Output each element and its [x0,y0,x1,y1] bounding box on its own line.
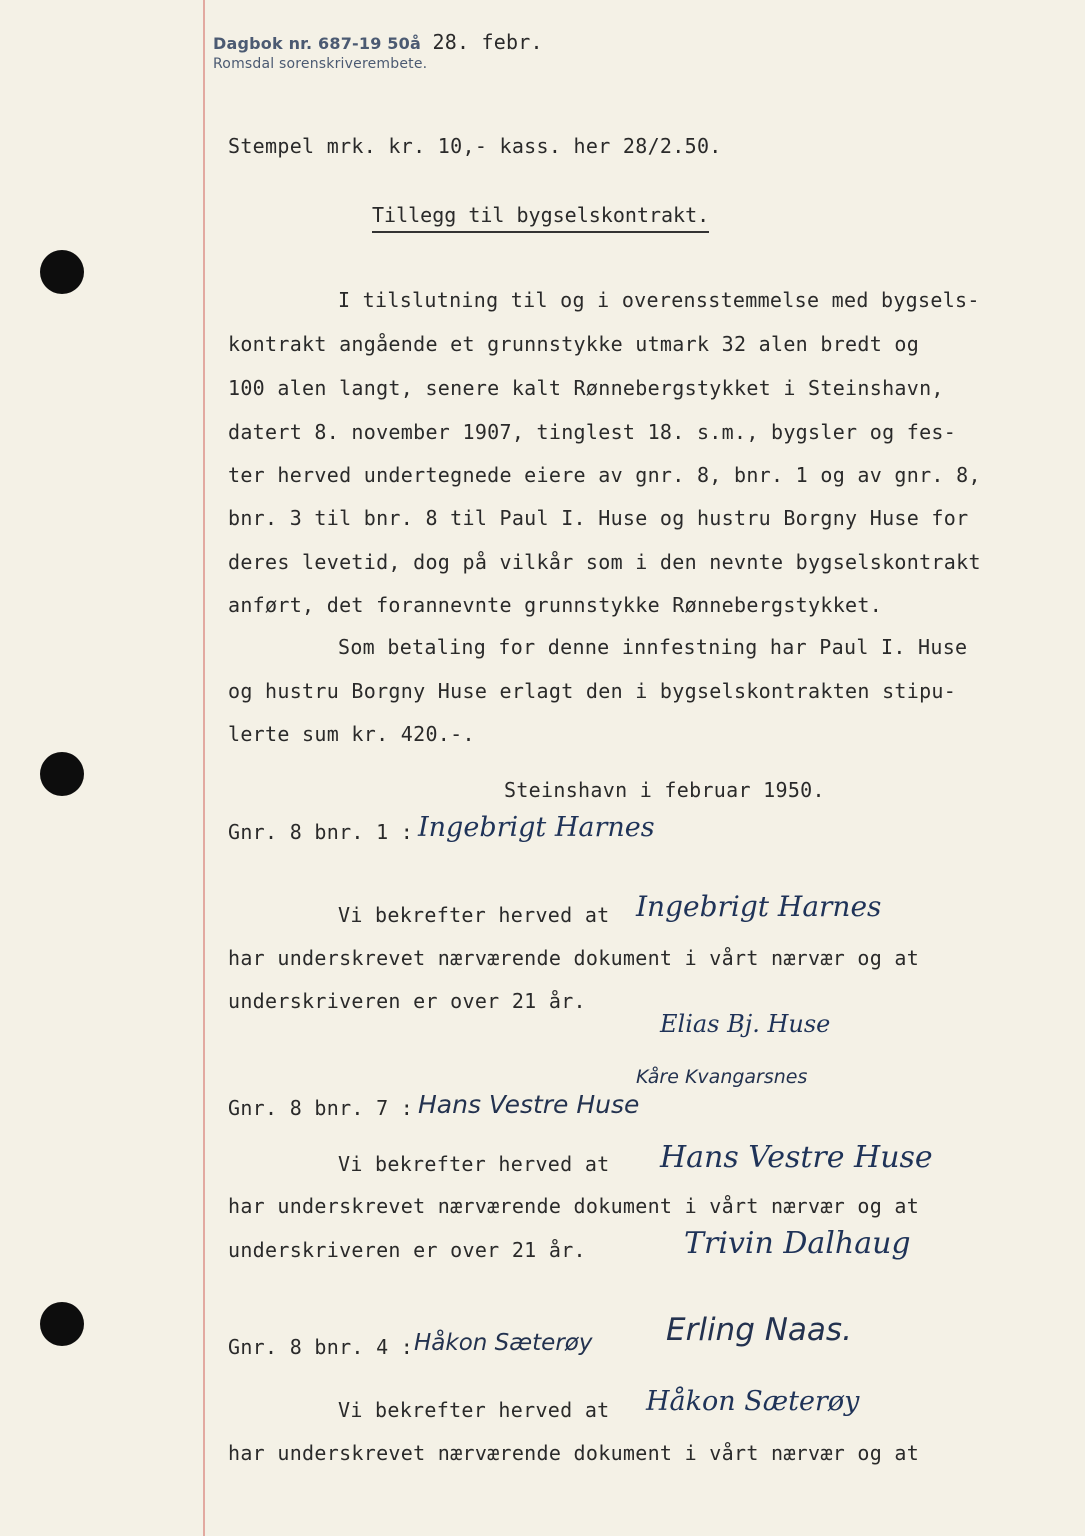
text-line: bnr. 3 til bnr. 8 til Paul I. Huse og hustru Borgny Huse for [228,506,969,530]
handwritten-signature: Hans Vestre Huse [418,1090,640,1119]
parcel-label: Gnr. 8 bnr. 7 : [228,1096,414,1120]
stamp-line2: Romsdal sorenskriverembete. [213,56,428,72]
confirm-line: Vi bekrefter herved at [338,903,610,927]
witness-signature: Kåre Kvangarsnes [636,1066,808,1088]
confirm-line: Vi bekrefter herved at [338,1398,610,1422]
text-line: datert 8. november 1907, tinglest 18. s.m., bygsler og fes- [228,420,957,444]
punch-hole [40,752,84,796]
handwritten-signature: Hans Vestre Huse [660,1140,933,1175]
text-line: deres levetid, dog på vilkår som i den nevnte bygselskontrakt [228,550,981,574]
text-line: underskriveren er over 21 år. [228,1238,586,1262]
text-line: anført, det forannevnte grunnstykke Rønnebergstykket. [228,593,883,617]
text-line: 100 alen langt, senere kalt Rønnebergstykket i Steinshavn, [228,376,944,400]
handwritten-signature: Ingebrigt Harnes [418,812,655,843]
handwritten-signature: Håkon Sæterøy [646,1386,860,1417]
margin-line [203,0,205,1536]
handwritten-signature: Håkon Sæterøy [414,1330,593,1356]
handwritten-signature: Erling Naas. [666,1312,852,1348]
stamp-date: 28. febr. [432,30,543,54]
parcel-label: Gnr. 8 bnr. 1 : [228,820,414,844]
confirm-line: Vi bekrefter herved at [338,1152,610,1176]
place-date: Steinshavn i februar 1950. [504,778,825,802]
text-line: I tilslutning til og i overensstemmelse med bygsels- [338,288,980,312]
text-line: ter herved undertegnede eiere av gnr. 8, bnr. 1 og av gnr. 8, [228,463,981,487]
text-line: Som betaling for denne innfestning har Paul I. Huse [338,635,968,659]
text-line: underskriveren er over 21 år. [228,989,586,1013]
text-line: lerte sum kr. 420.-. [228,722,475,746]
stamp-duty-line: Stempel mrk. kr. 10,- kass. her 28/2.50. [228,134,722,158]
parcel-label: Gnr. 8 bnr. 4 : [228,1335,414,1359]
text-line: har underskrevet nærværende dokument i vårt nærvær og at [228,1194,920,1218]
text-line: har underskrevet nærværende dokument i vårt nærvær og at [228,1441,920,1465]
punch-hole [40,250,84,294]
text-line: kontrakt angående et grunnstykke utmark 32 alen bredt og [228,332,920,356]
registry-stamp [213,30,543,72]
text-line: og hustru Borgny Huse erlagt den i bygselskontrakten stipu- [228,679,957,703]
document-title: Tillegg til bygselskontrakt. [372,203,709,233]
punch-hole [40,1302,84,1346]
witness-signature: Elias Bj. Huse [660,1010,831,1038]
witness-signature: Trivin Dalhaug [684,1226,911,1261]
handwritten-signature: Ingebrigt Harnes [636,890,882,923]
text-line: har underskrevet nærværende dokument i vårt nærvær og at [228,946,920,970]
stamp-line1: Dagbok nr. 687-19 50å [213,34,421,53]
